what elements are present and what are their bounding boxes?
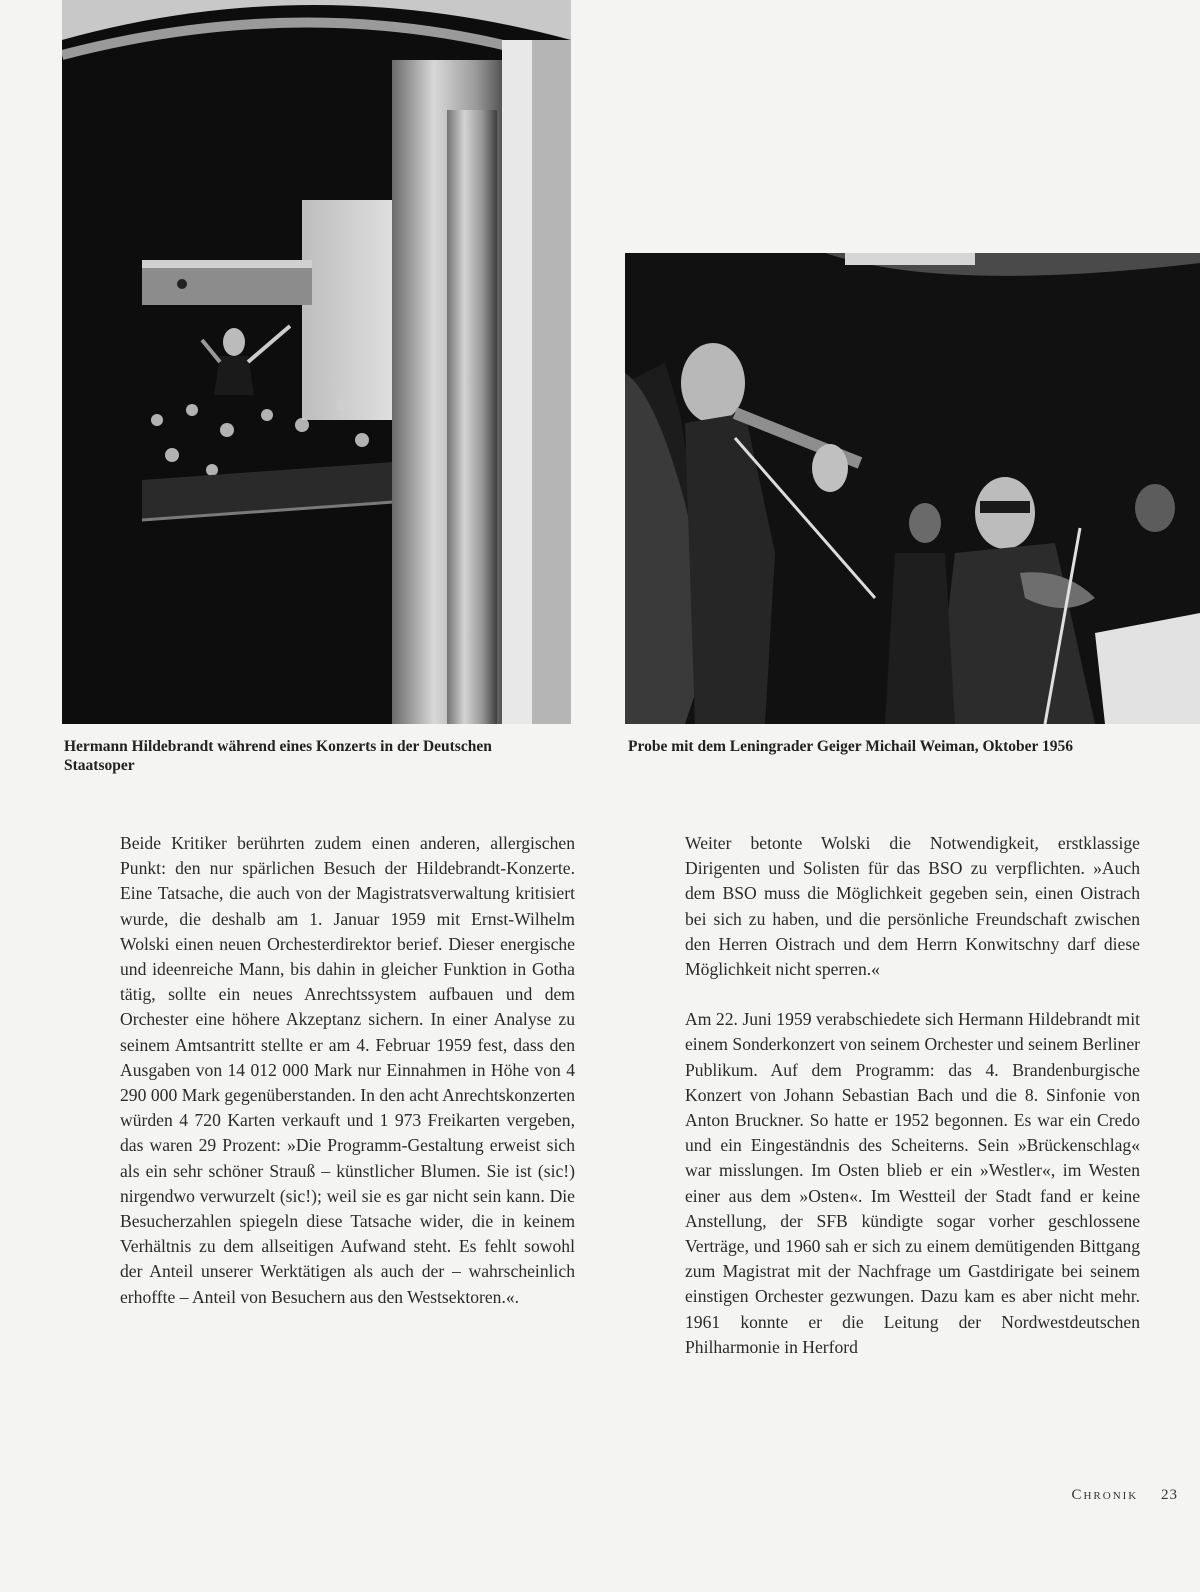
caption-right: Probe mit dem Leningrader Geiger Michail Weiman, Oktober 1956 [628,738,1074,755]
page-number: 23 [1161,1487,1178,1503]
paragraph: Beide Kritiker berührten zudem einen anderen, allergischen Punkt: den nur spärlichen Besuch der Hildebrandt-Konzerte. Eine Tatsache, die auch von der Magistratsverwaltung kritisiert wurde, die deshalb am 1. Januar 1959 mit Ernst-Wilhelm Wolski einen neuen Orchesterdirektor berief. Dieser energische und ideenreiche Mann, bis dahin in gleicher Funktion in Gotha tätig, sollte ein neues Anrechtssystem aufbauen und dem Orchester eine höhere Akzeptanz sichern. In einer Analyse zu seinem Amtsantritt stellte er am 4. Februar 1959 fest, dass den Ausgaben von 14 012 000 Mark nur Einnahmen in Höhe von 4 290 000 Mark gegenüberstanden. In den acht Anrechtskonzerten würden 4 720 Karten verkauft und 1 973 Freikarten vergeben, das waren 29 Prozent: »Die Programm-Gestaltung erweist sich als ein sehr schöner Strauß – künstlicher Blumen. Sie ist (sic!) nirgendwo verwurzelt (sic!); weil sie es gar nicht sein kann. Die Besucherzahlen spiegeln diese Tatsache wider, die in keinem Verhältnis zu dem allseitigen Aufwand steht. Es fehlt sowohl der Anteil unserer Werktätigen als auch der – wahrscheinlich erhoffte – Anteil von Besuchern aus den Westsektoren.«. [120,833,575,1307]
paragraph: Weiter betonte Wolski die Notwendigkeit, erstklassige Dirigenten und Solisten für das BSO zu verpflichten. »Auch dem BSO muss die Möglichkeit gegeben sein, einen Oistrach bei sich zu haben, und die persönliche Freundschaft zwischen den Herren Oistrach und dem Herrn Konwitschny darf diese Möglichkeit nicht sperren.« [685,833,1140,980]
text-column-right [685,831,1140,1360]
photo-conductor-staatsoper [62,0,571,724]
caption-left: Hermann Hildebrandt während eines Konzerts in der Deutschen Staatsoper [64,738,492,774]
photo-rehearsal-violinists [625,253,1200,724]
paragraph: Am 22. Juni 1959 verabschiedete sich Hermann Hildebrandt mit einem Sonderkonzert von seinem Orchester und seinem Berliner Publikum. Auf dem Programm: das 4. Brandenburgische Konzert von Johann Sebastian Bach und die 8. Sinfonie von Anton Bruckner. So hatte er 1952 begonnen. Es war ein Credo und ein Eingeständnis des Scheiterns. Sein »Brückenschlag« war misslungen. Im Osten blieb er ein »Westler«, im Westen einer aus dem »Osten«. Im Westteil der Stadt fand er keine Anstellung, der SFB kündigte sogar vorher geschlossene Verträge, und 1960 sah er sich zu einem demütigenden Bittgang zum Magistrat mit der Nachfrage um Gastdirigate bei seinem einstigen Orchester gezwungen. Dazu kam es aber nicht mehr. 1961 konnte er die Leitung der Nordwestdeutschen Philharmonie in Herford [685,1009,1140,1357]
page-footer [1071,1487,1178,1504]
text-column-left [120,831,575,1310]
section-title: Chronik [1071,1487,1139,1503]
